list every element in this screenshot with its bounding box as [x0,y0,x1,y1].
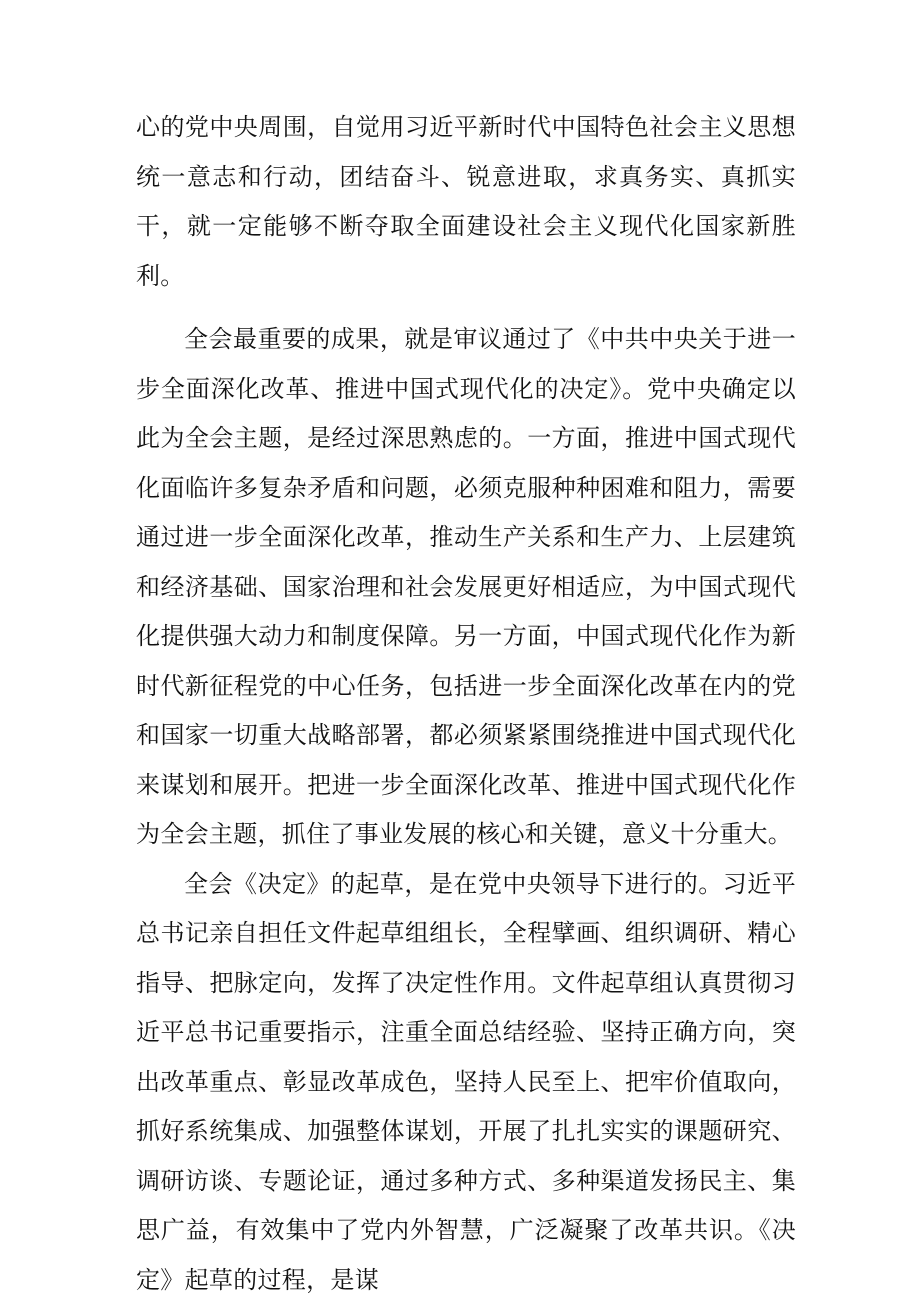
document-body [136,103,796,1305]
paragraph-continuation: 心的党中央周围，自觉用习近平新时代中国特色社会主义思想统一意志和行动，团结奋斗、锐意进取，求真务实、真抓实干，就一定能够不断夺取全面建设社会主义现代化国家新胜利。 [136,103,796,301]
paragraph-main-outcome: 全会最重要的成果，就是审议通过了《中共中央关于进一步全面深化改革、推进中国式现代化的决定》。党中央确定以此为全会主题，是经过深思熟虑的。一方面，推进中国式现代化面临许多复杂矛盾和问题，必须克服种种困难和阻力，需要通过进一步全面深化改革，推动生产关系和生产力、上层建筑和经济基础、国家治理和社会发展更好相适应，为中国式现代化提供强大动力和制度保障。另一方面，中国式现代化作为新时代新征程党的中心任务，包括进一步全面深化改革在内的党和国家一切重大战略部署，都必须紧紧围绕推进中国式现代化来谋划和展开。把进一步全面深化改革、推进中国式现代化作为全会主题，抓住了事业发展的核心和关键，意义十分重大。 [136,315,796,860]
paragraph-gap [136,301,796,315]
paragraph-drafting: 全会《决定》的起草，是在党中央领导下进行的。习近平总书记亲自担任文件起草组组长，全程擘画、组织调研、精心指导、把脉定向，发挥了决定性作用。文件起草组认真贯彻习近平总书记重要指示，注重全面总结经验、坚持正确方向，突出改革重点、彰显改革成色，坚持人民至上、把牢价值取向，抓好系统集成、加强整体谋划，开展了扎扎实实的课题研究、调研访谈、专题论证，通过多种方式、多种渠道发扬民主、集思广益，有效集中了党内外智慧，广泛凝聚了改革共识。《决定》起草的过程，是谋 [136,860,796,1305]
